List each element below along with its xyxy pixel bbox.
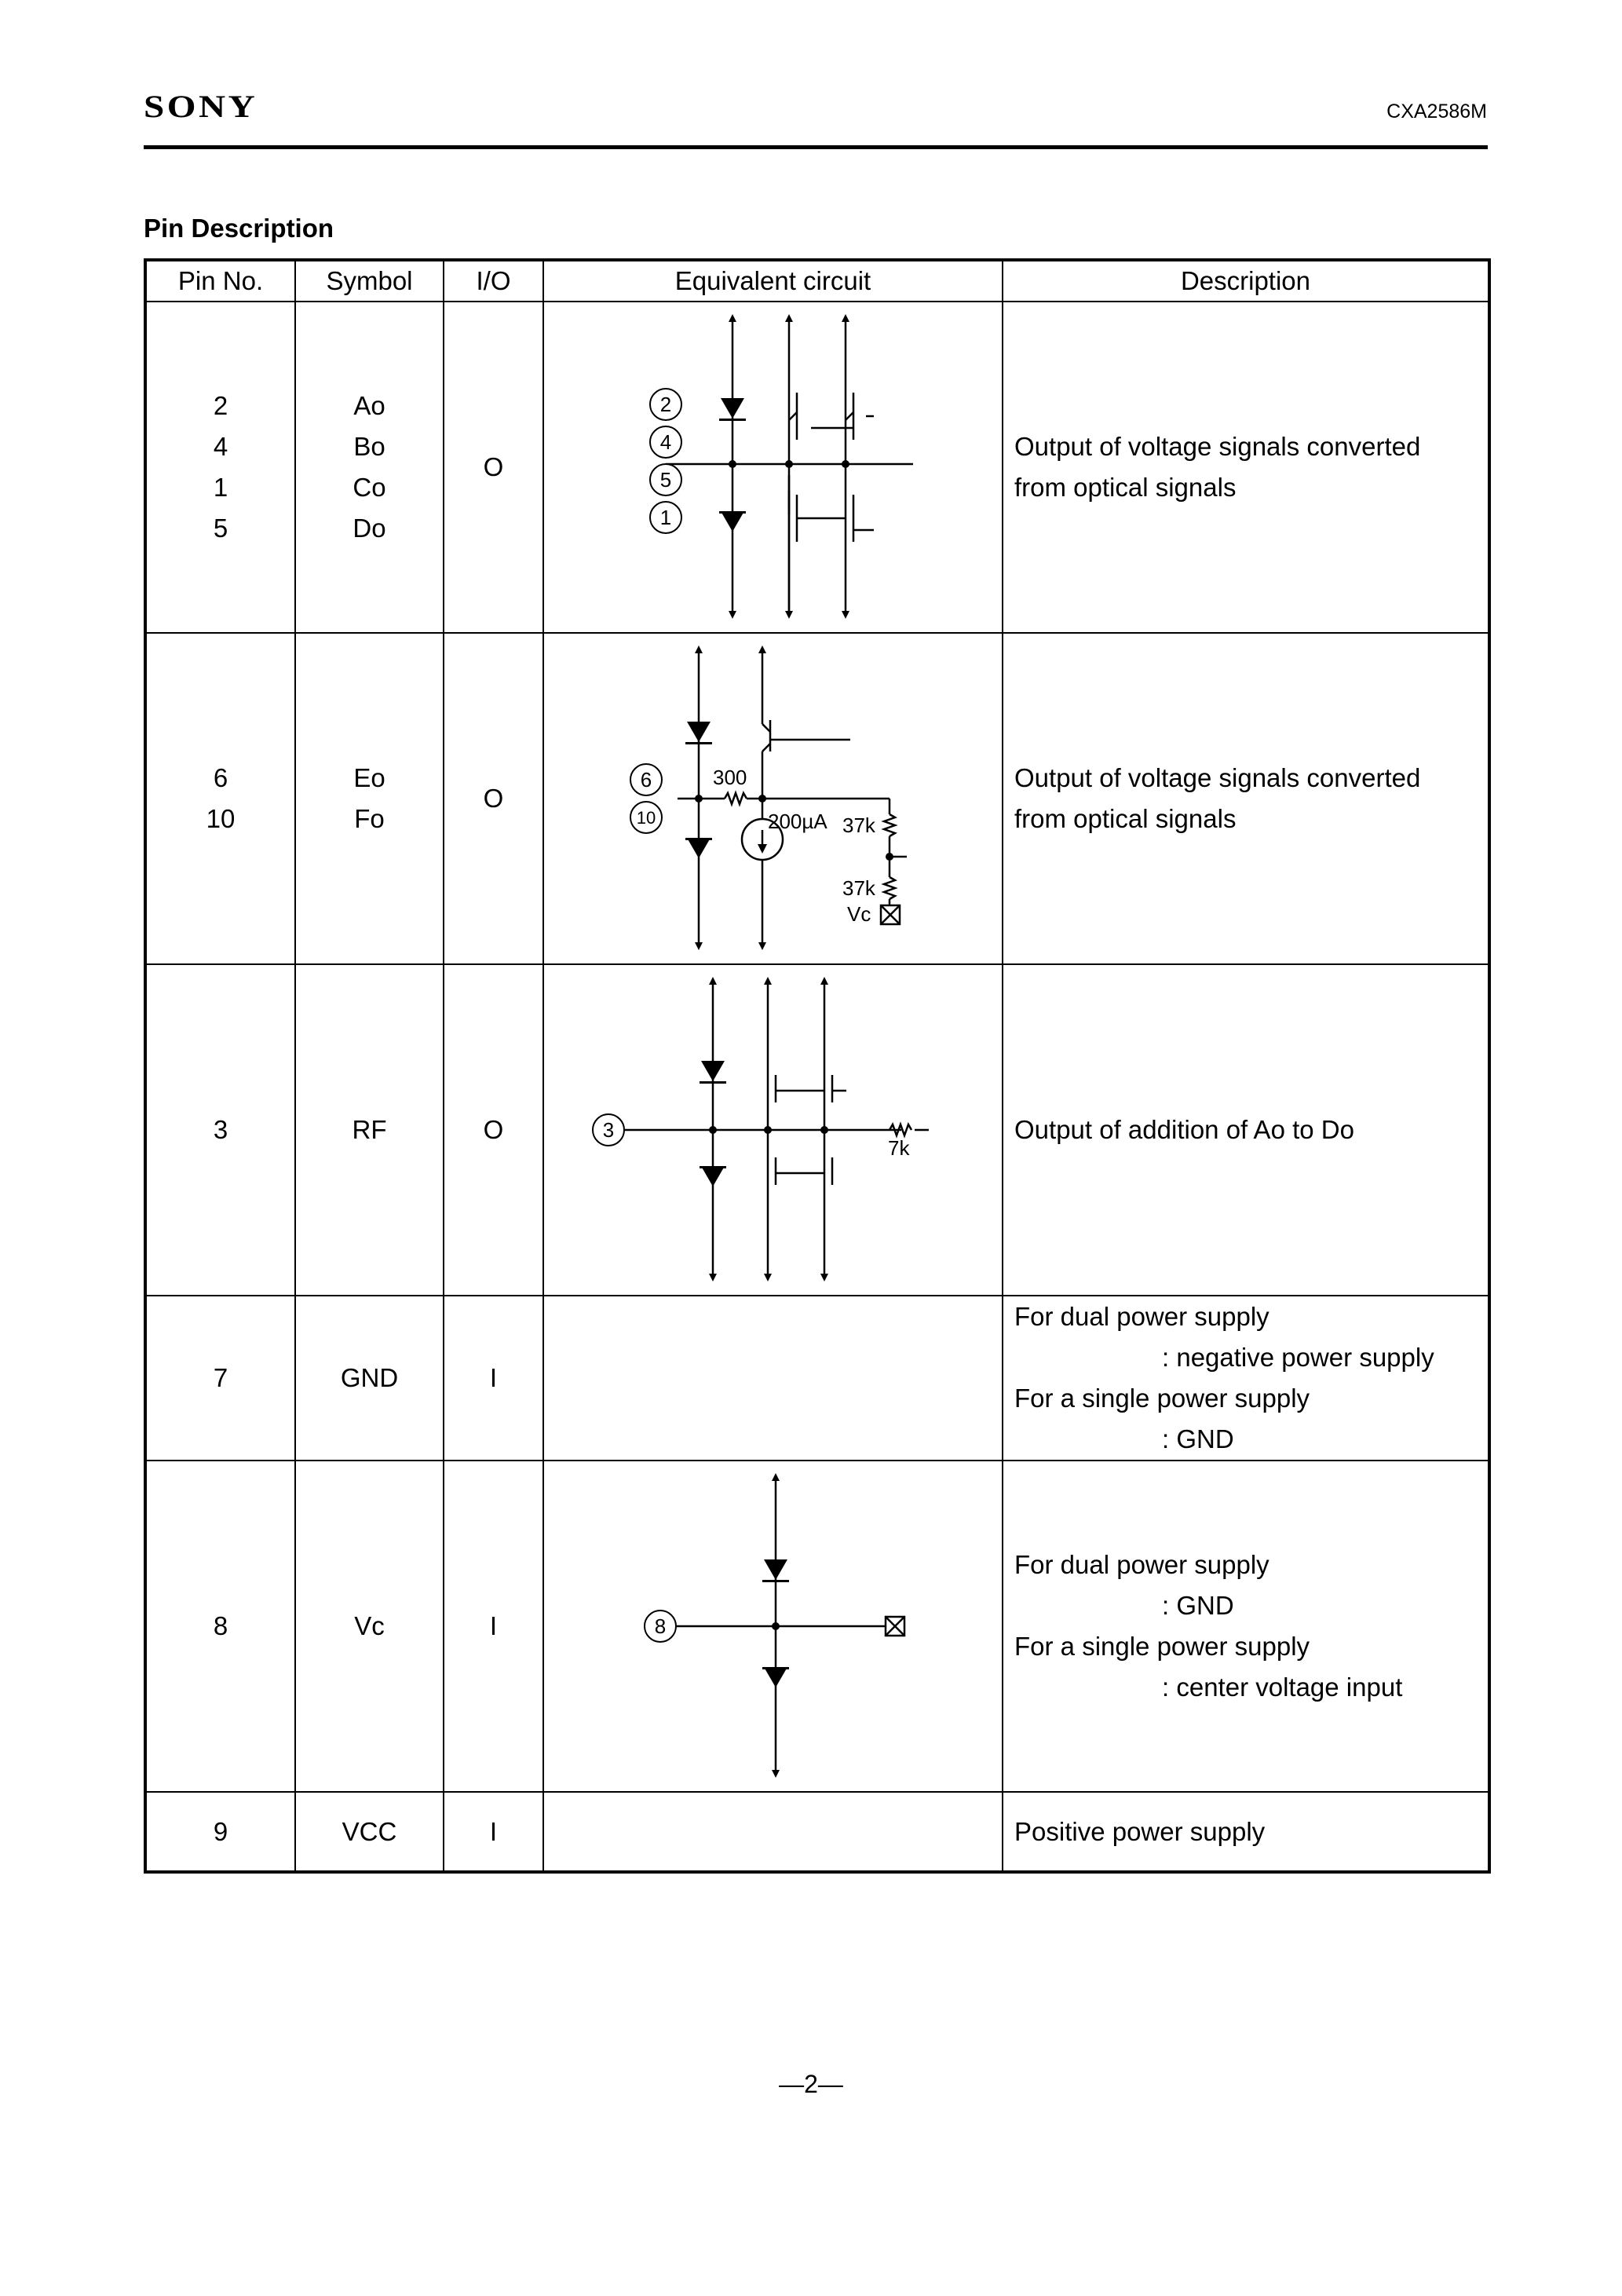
equivalent-circuit-cell (543, 1792, 1003, 1872)
description-line: Positive power supply (1014, 1816, 1266, 1846)
description-cell (1003, 964, 1489, 1296)
resistor-value: 300 (713, 766, 747, 789)
circuit-pin-label: 8 (654, 1614, 667, 1638)
symbol-cell: RF (295, 964, 444, 1296)
table-row (145, 633, 1489, 964)
sony-logo: SONY (144, 89, 258, 124)
description-line: Output of addition of Ao to Do (1014, 1115, 1354, 1144)
pin-no-cell (145, 633, 295, 964)
circuit-pin-label: 5 (659, 468, 672, 492)
col-header-symbol: Symbol (295, 260, 444, 302)
resistor-value: 37k (842, 876, 875, 900)
header-rule (144, 145, 1488, 149)
description-line: : GND (1162, 1424, 1234, 1453)
circuit-pin-label: 2 (659, 393, 672, 416)
symbol: Eo (353, 763, 385, 792)
table-row (145, 302, 1489, 633)
symbol: Do (353, 514, 386, 543)
circuit-pin-label: 10 (636, 808, 656, 828)
equivalent-circuit-cell (543, 1296, 1003, 1461)
io-cell: O (444, 302, 543, 633)
description-cell (1003, 302, 1489, 633)
col-header-pin-no: Pin No. (145, 260, 295, 302)
description-line: For dual power supply (1014, 1550, 1269, 1579)
description-cell (1003, 1461, 1489, 1792)
description-line: Output of voltage signals converted (1014, 763, 1421, 792)
circuit-pin-label: 3 (602, 1118, 615, 1142)
symbol: Bo (353, 432, 385, 461)
pin-no: 4 (213, 432, 228, 461)
pin-no: 6 (213, 763, 228, 792)
description-cell (1003, 1792, 1489, 1872)
pin-no: 5 (213, 514, 228, 543)
circuit-diagram-rf (544, 965, 1003, 1295)
pin-no-cell (145, 302, 295, 633)
io-cell: I (444, 1296, 543, 1461)
equivalent-circuit-cell (543, 964, 1003, 1296)
symbol-cell: GND (295, 1296, 444, 1461)
table-row (145, 1461, 1489, 1792)
table-row (145, 1792, 1489, 1872)
description-line: from optical signals (1014, 804, 1237, 833)
vc-label: Vc (847, 902, 871, 926)
col-header-equivalent-circuit: Equivalent circuit (543, 260, 1003, 302)
equivalent-circuit-cell (543, 302, 1003, 633)
circuit-diagram-vc (544, 1461, 1003, 1791)
pin-description-table (144, 258, 1491, 1874)
io-cell: O (444, 633, 543, 964)
symbol: Fo (354, 804, 385, 833)
symbol-cell (295, 302, 444, 633)
page-number: —2— (779, 2070, 843, 2098)
pin-no-cell: 9 (145, 1792, 295, 1872)
pin-no-cell: 7 (145, 1296, 295, 1461)
pin-no: 2 (213, 391, 228, 420)
equivalent-circuit-cell (543, 633, 1003, 964)
circuit-pin-label: 1 (659, 506, 672, 529)
col-header-io: I/O (444, 260, 543, 302)
description-cell (1003, 1296, 1489, 1461)
io-cell: I (444, 1792, 543, 1872)
table-row (145, 1296, 1489, 1461)
symbol: Co (353, 473, 386, 502)
pin-no: 10 (206, 804, 236, 833)
pin-no-cell: 8 (145, 1461, 295, 1792)
part-number: CXA2586M (1386, 101, 1487, 122)
table-row (145, 964, 1489, 1296)
description-line: Output of voltage signals converted (1014, 432, 1421, 461)
symbol-cell: VCC (295, 1792, 444, 1872)
description-line: : negative power supply (1162, 1343, 1434, 1372)
description-line: : GND (1162, 1591, 1234, 1620)
description-line: For a single power supply (1014, 1632, 1310, 1661)
description-cell (1003, 633, 1489, 964)
equivalent-circuit-cell (543, 1461, 1003, 1792)
resistor-value: 7k (888, 1136, 910, 1160)
circuit-diagram-eo-fo (544, 634, 1003, 963)
symbol: Ao (353, 391, 385, 420)
description-line: : center voltage input (1162, 1673, 1403, 1702)
circuit-diagram-ao-do (544, 302, 1003, 632)
table-header-row (145, 260, 1489, 302)
description-line: from optical signals (1014, 473, 1237, 502)
io-cell: I (444, 1461, 543, 1792)
pin-no: 1 (213, 473, 228, 502)
current-source-value: 200µA (768, 810, 827, 833)
section-title: Pin Description (144, 214, 334, 243)
circuit-pin-label: 6 (640, 768, 652, 792)
symbol-cell (295, 633, 444, 964)
col-header-description: Description (1003, 260, 1489, 302)
resistor-value: 37k (842, 813, 875, 837)
pin-no-cell: 3 (145, 964, 295, 1296)
symbol-cell: Vc (295, 1461, 444, 1792)
circuit-pin-label: 4 (659, 430, 672, 454)
description-line: For a single power supply (1014, 1384, 1310, 1413)
io-cell: O (444, 964, 543, 1296)
description-line: For dual power supply (1014, 1302, 1269, 1331)
